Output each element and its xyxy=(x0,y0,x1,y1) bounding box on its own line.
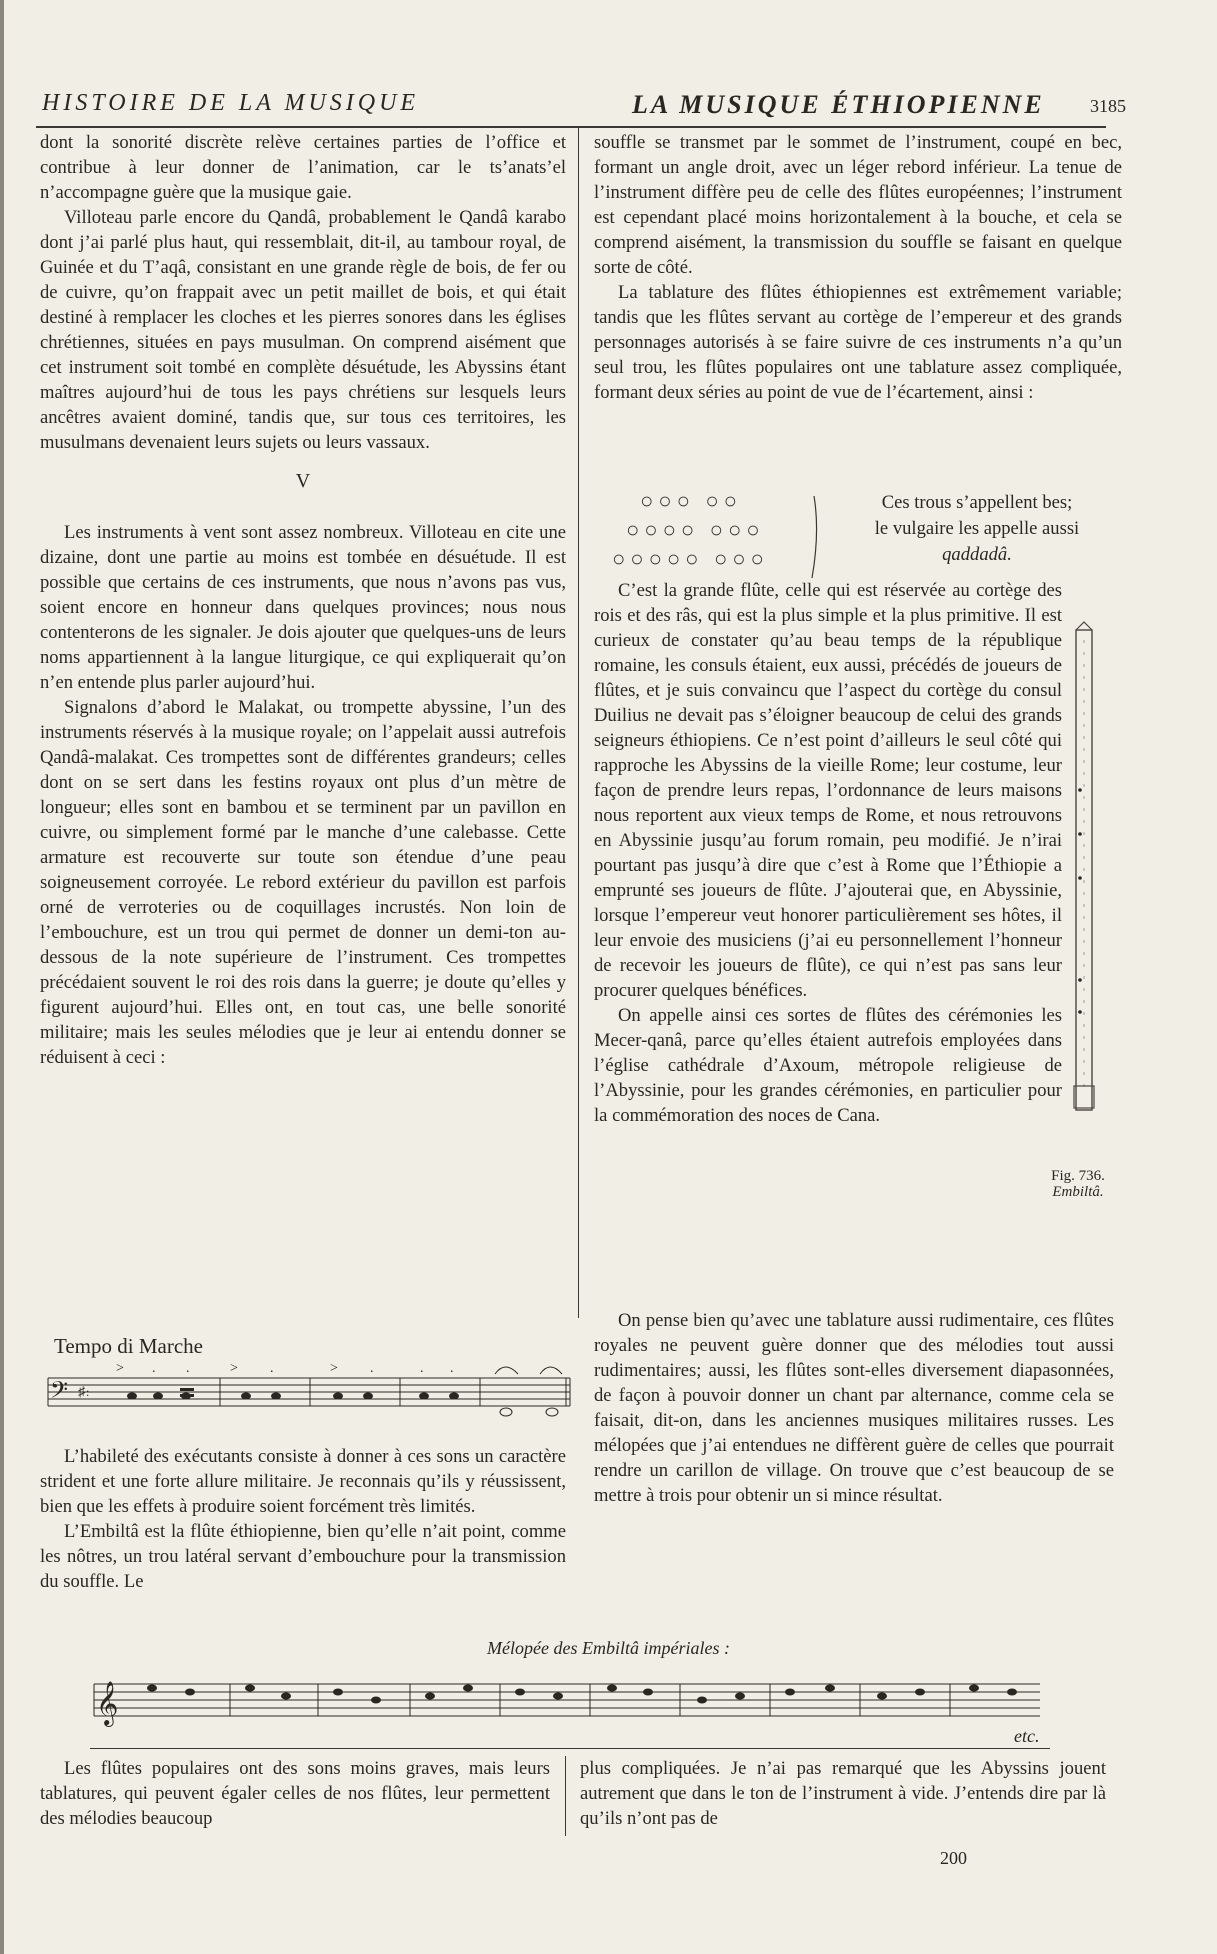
left-column xyxy=(40,130,566,1070)
tablature-caption xyxy=(832,490,1122,568)
page-number: 3185 xyxy=(1090,96,1126,116)
svg-text:>: > xyxy=(116,1361,124,1376)
tablature-row: ○○○○ ○○○ xyxy=(626,517,765,542)
paragraph: dont la sonorité discrète relève certaines parties de l’office et contribue à leur donner de l’animation, car le ts’anats’el n’accompagne guère que la musique gaie. xyxy=(40,132,566,203)
page-edge xyxy=(0,0,4,1954)
svg-text:.: . xyxy=(370,1361,374,1376)
tempo-marking: Tempo di Marche xyxy=(54,1334,203,1358)
paragraph: C’est la grande flûte, celle qui est réservée au cortège des rois et des râs, qui est la plus simple et la plus primitive. Il est curieux de constater qu’au beau temps de la république romaine, les consuls étaient, eux aussi, précédés de joueurs de flûtes, et je suis convaincu que l’aspect du cortège du consul Duilius ne devait pas s’éloigner beaucoup de celui des grands seigneurs éthiopiens. Ce n’est point d’ailleurs le seul côté qui rapproche les Abyssins de la vieille Rome; leur costume, leur façon de prendre leurs repas, l’ordonnance de leurs maisons nous reportent aux vieux temps de Rome, et nous retrouvons en Abyssinie jusqu’au forum romain, peu modifié. Je n’irai pourtant pas jusqu’à dire que c’est à Rome que l’Éthiopie a emprunté ses joueurs de flûte. J’ajouterai que, en Abyssinie, lorsque l’empereur veut honorer particulièrement ses hôtes, il leur envoie des musiciens (j’ai eu personnellement l’honneur de recevoir les joueurs de flûte), ce qui n’est pas sans leur procurer quelques bénéfices. xyxy=(594,580,1062,1001)
svg-text:.: . xyxy=(270,1361,274,1376)
svg-text:.: . xyxy=(186,1361,190,1376)
paragraph: L’Embiltâ est la flûte éthiopienne, bien qu’elle n’ait point, comme les nôtres, un trou latéral servant d’embouchure pour la transmission du souffle. Le xyxy=(40,1521,566,1592)
right-column-top xyxy=(594,130,1122,405)
paragraph: Villoteau parle encore du Qandâ, probablement le Qandâ karabo dont j’ai parlé plus haut, qui ressemblait, dit-il, au tambour royal, de Guinée et du T’aqâ, consistant en une grande règle de bois, de fer ou de cuivre, qu’on frappait avec un petit maillet de bois, et qui était destiné à remplacer les cloches et les pierres sonores dans les églises chrétiennes, situées en pays musulman. On comprend aisément que cet instrument soit tombé en complète désuétude, les Abyssins étant maîtres aujourd’hui de tous les pays chrétiens sur lesquels leurs ancêtres avaient dominé, tandis que, sur tous ces territoires, les musulmans devenaient leurs sujets ou leurs vassaux. xyxy=(40,207,566,453)
tablature-text: Ces trous s’appellent bes; xyxy=(881,492,1073,513)
paragraph: Les flûtes populaires ont des sons moins graves, mais leurs tablatures, qui peuvent égaler celles de nos flûtes, leur permettent des mélodies beaucoup xyxy=(40,1758,550,1829)
paragraph: souffle se transmet par le sommet de l’instrument, coupé en bec, formant un angle droit, avec un léger rebord inférieur. La tenue de l’instrument diffère peu de celle des flûtes européennes; l’instrument est cependant placé moins horizontalement à la bouche, et cela se comprend aisément, la transmission du souffle se faisant en quelque sorte de côté. xyxy=(594,132,1122,278)
header-rule xyxy=(36,126,1106,128)
paragraph: plus compliquées. Je n’ai pas remarqué que les Abyssins jouent autrement que dans le ton de l’instrument à vide. J’entends dire par là qu’ils n’ont pas de xyxy=(580,1758,1106,1829)
bottom-right-text xyxy=(580,1756,1106,1831)
svg-text:.: . xyxy=(450,1361,454,1376)
running-title-right: LA MUSIQUE ÉTHIOPIENNE xyxy=(632,90,1045,119)
melody-title: Mélopée des Embiltâ impériales : xyxy=(487,1638,730,1658)
svg-text:>: > xyxy=(330,1361,338,1376)
figure-caption xyxy=(1040,1168,1116,1200)
paragraph: L’habileté des exécutants consiste à donner à ces sons un caractère strident et une forte allure militaire. Je reconnais qu’ils y réussissent, bien que les effets à produire soient forcément très limités. xyxy=(40,1446,566,1517)
svg-text:𝄢: 𝄢 xyxy=(50,1376,69,1409)
embilta-flute-figure xyxy=(1070,620,1104,1120)
music-staff-march xyxy=(40,1352,580,1422)
svg-text:𝄞: 𝄞 xyxy=(96,1683,119,1725)
column-divider-bottom xyxy=(565,1756,566,1836)
svg-text:♯: ♯ xyxy=(78,1385,85,1400)
running-title-left: HISTOIRE DE LA MUSIQUE xyxy=(42,90,420,116)
tablature-text: qaddadâ. xyxy=(942,544,1012,565)
paragraph: On pense bien qu’avec une tablature aussi rudimentaire, ces flûtes royales ne peuvent guère donner que des mélodies tout aussi rudimentaires; aussi, les flûtes sont-elles diversement diapasonnées, de façon à pouvoir donner un chant par alternance, comme cela se faisait, dit-on, dans les anciennes musiques militaires russes. Les mélopées que j’ai entendues ne diffèrent guère de celles que pourrait rendre un carillon de village. On trouve que c’est beaucoup de se mettre à trois pour obtenir un si mince résultat. xyxy=(594,1310,1114,1506)
paragraph: La tablature des flûtes éthiopiennes est extrêmement variable; tandis que les flûtes servant au cortège de l’empereur et des grands personnages autorisés à se faire suivre de ces instruments n’a qu’un seul trou, les flûtes populaires ont une tablature assez compliquée, formant deux séries au point de vue de l’écartement, ainsi : xyxy=(594,282,1122,403)
paragraph: Les instruments à vent sont assez nombreux. Villoteau en cite une dizaine, dont une partie au moins est tombée en désuétude. Il est possible que certains de ces instruments, que nous n’avons pas vus, soient encore en honneur dans quelques provinces; nous nous contenterons de les signaler. Je dois ajouter que quelques-uns de leurs noms appartiennent à la langue liturgique, ce qui expliquerait qu’on n’en entende plus parler aujourd’hui. xyxy=(40,522,566,693)
bottom-left-text xyxy=(40,1756,550,1831)
column-divider xyxy=(578,128,579,1318)
tablature-text: le vulgaire les appelle aussi xyxy=(874,518,1080,539)
paragraph: On appelle ainsi ces sortes de flûtes des cérémonies les Mecer-qanâ, parce qu’elles étaient autrefois employées dans l’église cathédrale d’Axoum, métropole religieuse de l’Abyssinie, pour les grandes cérémonies, en particulier pour la commémoration des noces de Cana. xyxy=(594,1005,1062,1126)
tablature-diagram xyxy=(612,486,832,573)
figure-name: Embiltâ. xyxy=(1052,1184,1104,1200)
svg-text:.: . xyxy=(152,1361,156,1376)
tablature-row: ○○○ ○○ xyxy=(640,488,742,513)
music-rule xyxy=(90,1748,1050,1749)
left-column-lower xyxy=(40,1444,566,1594)
paragraph: Signalons d’abord le Malakat, ou trompette abyssine, l’un des instruments réservés à la musique royale; on l’appelait aussi autrefois Qandâ-malakat. Ces trompettes sont de différentes grandeurs; celles dont on se sert dans les festins royaux ont plus d’un mètre de longueur; elles sont en bambou et se terminent par un pavillon en cuivre, ou simplement formé par le manche d’une calebasse. Cette armature est recouverte sur toute son étendue d’une peau soigneusement corroyée. Le rebord extérieur du pavillon est parfois orné de verroteries ou de coquillages incrustés. Non loin de l’embouchure, est un trou qui permet de donner un demi-ton au-dessous de la note supérieure de l’instrument. Ces trompettes précédaient souvent le roi des rois dans la guerre; je doute qu’elles y figurent aujourd’hui. Elles ont, en tout cas, une belle sonorité militaire; mais les seules mélodies que je leur ai entendu donner se réduisent à ceci : xyxy=(40,697,566,1068)
right-column-lower xyxy=(594,1308,1114,1508)
tablature-row: ○○○○○ ○○○ xyxy=(612,546,769,571)
music-staff-melopee xyxy=(90,1670,1050,1740)
svg-text:.: . xyxy=(420,1361,424,1376)
folio-number: 200 xyxy=(940,1848,967,1868)
svg-text::: : xyxy=(86,1385,90,1399)
section-number: V xyxy=(295,470,311,492)
tablature-bracket xyxy=(808,492,830,582)
svg-text:>: > xyxy=(230,1361,238,1376)
etc-marker: etc. xyxy=(1014,1726,1040,1746)
figure-number: Fig. 736. xyxy=(1051,1168,1105,1184)
right-column-middle xyxy=(594,578,1062,1128)
